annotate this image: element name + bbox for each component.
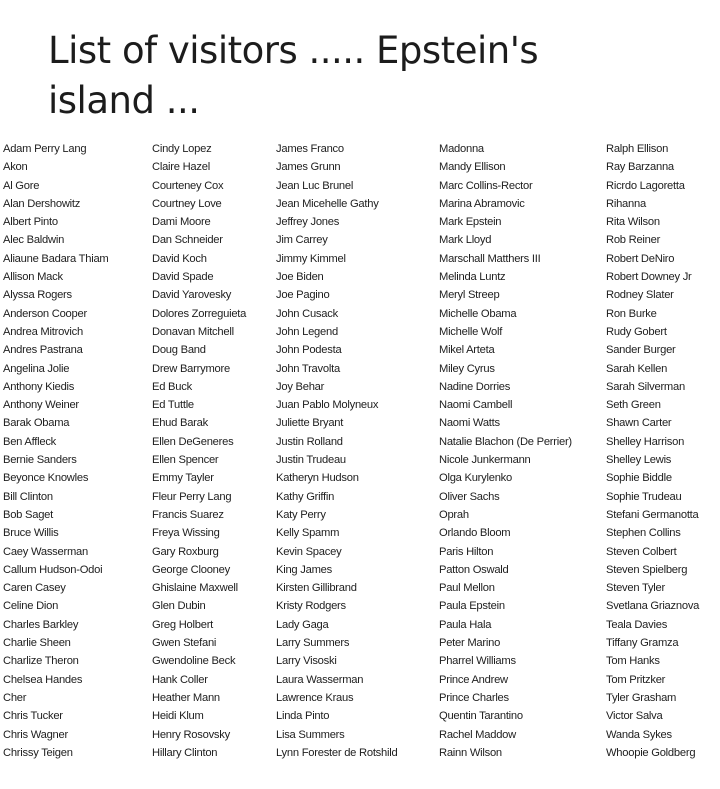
list-item: Joe Pagino [276, 289, 330, 302]
list-item: Alec Baldwin [3, 234, 65, 247]
list-item: Justin Trudeau [276, 454, 346, 467]
list-item: Naomi Watts [439, 417, 500, 430]
list-item: Juliette Bryant [276, 417, 344, 430]
list-item: Ben Affleck [3, 435, 57, 448]
list-item: Drew Barrymore [152, 362, 230, 375]
list-item: Gary Roxburg [152, 545, 219, 558]
list-item: Robert Downey Jr [606, 271, 692, 284]
list-item: Whoopie Goldberg [606, 746, 696, 759]
list-item: Dami Moore [152, 216, 211, 229]
list-item: Mark Lloyd [439, 234, 492, 247]
list-item: Shelley Harrison [606, 435, 685, 448]
list-item: Steven Spielberg [606, 563, 688, 576]
list-item: Chris Tucker [3, 710, 63, 723]
list-item: Sophie Biddle [606, 472, 672, 485]
list-item: Tom Pritzker [606, 673, 666, 686]
list-item: Sander Burger [606, 344, 676, 357]
list-item: Lawrence Kraus [276, 691, 354, 704]
list-item: Anderson Cooper [3, 307, 87, 320]
list-item: Juan Pablo Molyneux [276, 399, 379, 412]
list-item: Jimmy Kimmel [276, 252, 346, 265]
list-item: Olga Kurylenko [439, 472, 512, 485]
list-item: Hillary Clinton [152, 746, 218, 759]
list-item: Celine Dion [3, 600, 59, 613]
list-item: Tyler Grasham [606, 691, 677, 704]
list-item: King James [276, 563, 332, 576]
list-item: Ed Tuttle [152, 399, 194, 412]
list-item: David Koch [152, 252, 207, 265]
list-item: Marc Collins-Rector [439, 179, 533, 192]
list-item: Akon [3, 161, 28, 174]
list-item: Quentin Tarantino [439, 710, 523, 723]
list-item: Rihanna [606, 197, 646, 210]
list-item: Victor Salva [606, 710, 663, 723]
list-item: Stefani Germanotta [606, 508, 699, 521]
list-item: George Clooney [152, 563, 230, 576]
list-item: Angelina Jolie [3, 362, 70, 375]
list-item: Natalie Blachon (De Perrier) [439, 435, 572, 448]
list-item: James Grunn [276, 161, 341, 174]
list-item: Michelle Obama [439, 307, 517, 320]
list-item: Chris Wagner [3, 728, 68, 741]
list-item: Cindy Lopez [152, 143, 212, 155]
name-column-3 [276, 140, 438, 762]
list-item: Jean Luc Brunel [276, 179, 354, 192]
list-item: Seth Green [606, 399, 661, 412]
list-item: Paula Epstein [439, 600, 505, 613]
list-item: Pharrel Williams [439, 655, 516, 668]
list-item: Rainn Wilson [439, 746, 502, 759]
list-item: Sarah Kellen [606, 362, 668, 375]
list-item: Rob Reiner [606, 234, 661, 247]
list-item: Heather Mann [152, 691, 220, 704]
list-item: Prince Andrew [439, 673, 508, 686]
name-column-1 [3, 140, 148, 762]
visitor-list [0, 140, 720, 770]
list-item: Teala Davies [606, 618, 668, 631]
list-item: Adam Perry Lang [3, 143, 87, 155]
list-item: Hank Coller [152, 673, 208, 686]
list-item: Ralph Ellison [606, 143, 669, 155]
list-item: Mikel Arteta [439, 344, 495, 357]
list-item: Francis Suarez [152, 508, 224, 521]
list-item: Orlando Bloom [439, 527, 511, 540]
list-item: Katy Perry [276, 508, 326, 521]
list-item: Albert Pinto [3, 216, 58, 229]
list-item: Sophie Trudeau [606, 490, 682, 503]
list-item: Rachel Maddow [439, 728, 516, 741]
list-item: Andrea Mitrovich [3, 325, 83, 338]
list-item: David Spade [152, 271, 214, 284]
list-item: Ray Barzanna [606, 161, 674, 174]
list-item: Greg Holbert [152, 618, 214, 631]
list-item: Dolores Zorreguieta [152, 307, 247, 320]
list-item: Wanda Sykes [606, 728, 672, 741]
list-item: Ricrdo Lagoretta [606, 179, 685, 192]
list-item: Jim Carrey [276, 234, 328, 247]
list-item: Paula Hala [439, 618, 492, 631]
list-item: Anthony Weiner [3, 399, 79, 412]
list-item: James Franco [276, 143, 344, 155]
list-item: Lynn Forester de Rotshild [276, 746, 398, 759]
list-item: Jean Micehelle Gathy [276, 197, 379, 210]
list-item: Robert DeNiro [606, 252, 675, 265]
list-item: John Podesta [276, 344, 342, 357]
list-item: Stephen Collins [606, 527, 681, 540]
list-item: John Cusack [276, 307, 338, 320]
list-item: Ehud Barak [152, 417, 208, 430]
list-item: Lady Gaga [276, 618, 329, 631]
list-item: Marschall Matthers III [439, 252, 541, 265]
list-item: Kristy Rodgers [276, 600, 346, 613]
list-item: Doug Band [152, 344, 206, 357]
list-item: Melinda Luntz [439, 271, 506, 284]
list-item: Bob Saget [3, 508, 54, 521]
list-item: Katheryn Hudson [276, 472, 359, 485]
list-item: Aliaune Badara Thiam [3, 252, 109, 265]
list-item: Oliver Sachs [439, 490, 500, 503]
list-item: Bill Clinton [3, 490, 53, 503]
name-column-4 [439, 140, 605, 762]
list-item: Chelsea Handes [3, 673, 83, 686]
list-item: Svetlana Griaznova [606, 600, 700, 613]
list-item: Beyonce Knowles [3, 472, 89, 485]
page-title [48, 26, 668, 126]
list-item: Joe Biden [276, 271, 324, 284]
list-item: Steven Tyler [606, 582, 665, 595]
list-item: Rita Wilson [606, 216, 660, 229]
list-item: Courteney Cox [152, 179, 224, 192]
list-item: Alan Dershowitz [3, 197, 81, 210]
list-item: Laura Wasserman [276, 673, 364, 686]
list-item: Nadine Dorries [439, 380, 511, 393]
list-item: Tom Hanks [606, 655, 660, 668]
list-item: Barak Obama [3, 417, 70, 430]
list-item: Larry Summers [276, 637, 350, 650]
list-item: Miley Cyrus [439, 362, 495, 375]
list-item: Nicole Junkermann [439, 454, 531, 467]
list-item: Andres Pastrana [3, 344, 83, 357]
list-item: Fleur Perry Lang [152, 490, 232, 503]
list-item: Glen Dubin [152, 600, 206, 613]
list-item: Freya Wissing [152, 527, 220, 540]
list-item: Callum Hudson-Odoi [3, 563, 103, 576]
list-item: Shawn Carter [606, 417, 672, 430]
list-item: Ellen Spencer [152, 454, 219, 467]
list-item: Allison Mack [3, 271, 63, 284]
list-item: Linda Pinto [276, 710, 330, 723]
list-item: Kathy Griffin [276, 490, 335, 503]
list-item: Donavan Mitchell [152, 325, 234, 338]
list-item: Caey Wasserman [3, 545, 88, 558]
list-item: Lisa Summers [276, 728, 345, 741]
list-item: Al Gore [3, 179, 40, 192]
list-item: Paul Mellon [439, 582, 495, 595]
list-item: Marina Abramovic [439, 197, 525, 210]
list-item: Mark Epstein [439, 216, 502, 229]
list-item: Kirsten Gillibrand [276, 582, 357, 595]
title-line-2: island ... [48, 79, 200, 122]
list-item: Gwen Stefani [152, 637, 217, 650]
list-item: Charlie Sheen [3, 637, 71, 650]
list-item: Oprah [439, 508, 469, 521]
list-item: Emmy Tayler [152, 472, 214, 485]
list-item: Madonna [439, 143, 484, 155]
list-item: Ellen DeGeneres [152, 435, 234, 448]
title-line-1: List of visitors ..... Epstein's [48, 29, 539, 72]
list-item: Paris Hilton [439, 545, 494, 558]
name-column-5 [606, 140, 720, 762]
list-item: Claire Hazel [152, 161, 210, 174]
name-column-2 [152, 140, 276, 762]
list-item: John Legend [276, 325, 338, 338]
list-item: Anthony Kiedis [3, 380, 75, 393]
list-item: Tiffany Gramza [606, 637, 679, 650]
list-item: Mandy Ellison [439, 161, 506, 174]
list-item: Michelle Wolf [439, 325, 503, 338]
list-item: Henry Rosovsky [152, 728, 230, 741]
list-item: Patton Oswald [439, 563, 509, 576]
list-item: Bernie Sanders [3, 454, 77, 467]
list-item: Ed Buck [152, 380, 192, 393]
list-item: Steven Colbert [606, 545, 677, 558]
list-item: Jeffrey Jones [276, 216, 340, 229]
list-item: Ghislaine Maxwell [152, 582, 238, 595]
list-item: Joy Behar [276, 380, 325, 393]
list-item: Chrissy Teigen [3, 746, 73, 759]
list-item: Meryl Streep [439, 289, 500, 302]
list-item: Kevin Spacey [276, 545, 342, 558]
list-item: Justin Rolland [276, 435, 343, 448]
list-item: Peter Marino [439, 637, 501, 650]
list-item: Prince Charles [439, 691, 509, 704]
list-item: Ron Burke [606, 307, 657, 320]
list-item: Alyssa Rogers [3, 289, 72, 302]
list-item: Shelley Lewis [606, 454, 672, 467]
list-item: Heidi Klum [152, 710, 204, 723]
list-item: Charles Barkley [3, 618, 79, 631]
list-item: Gwendoline Beck [152, 655, 236, 668]
list-item: Caren Casey [3, 582, 66, 595]
list-item: Bruce Willis [3, 527, 59, 540]
list-item: Dan Schneider [152, 234, 223, 247]
list-item: Courtney Love [152, 197, 222, 210]
list-item: Kelly Spamm [276, 527, 340, 540]
list-item: David Yarovesky [152, 289, 232, 302]
list-item: Charlize Theron [3, 655, 79, 668]
list-item: Sarah Silverman [606, 380, 685, 393]
list-item: John Travolta [276, 362, 340, 375]
list-item: Naomi Cambell [439, 399, 513, 412]
list-item: Larry Visoski [276, 655, 337, 668]
list-item: Rudy Gobert [606, 325, 667, 338]
list-item: Rodney Slater [606, 289, 674, 302]
list-item: Cher [3, 691, 27, 704]
